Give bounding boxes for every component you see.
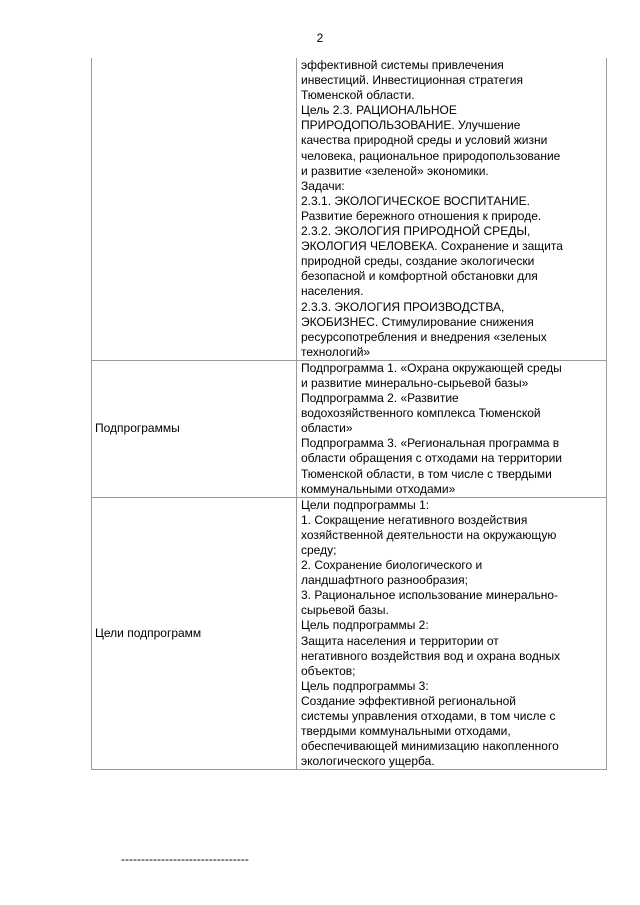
- content-line: твердыми коммунальными отходами,: [301, 724, 511, 739]
- content-line: коммунальными отходами»: [301, 481, 456, 496]
- content-line: сырьевой базы.: [301, 603, 389, 618]
- content-line: и развитие «зеленой» экономики.: [301, 163, 489, 178]
- content-line: качества природной среды и условий жизни: [301, 133, 548, 148]
- content-line: экологического ущерба.: [301, 754, 435, 769]
- content-line: Подпрограмма 3. «Региональная программа в: [301, 436, 560, 451]
- content-line: технологий»: [301, 344, 371, 359]
- content-line: негативного воздействия вод и охрана водных: [301, 648, 561, 663]
- page-number: 2: [316, 31, 324, 45]
- content-line: ресурсопотребления и внедрения «зеленых: [301, 329, 547, 344]
- content-line: Тюменской области, в том числе с твердыми: [301, 466, 552, 481]
- content-line: 3. Рациональное использование минерально-: [301, 588, 559, 603]
- content-line: населения.: [301, 284, 364, 299]
- content-line: природной среды, создание экологически: [301, 254, 535, 269]
- content-line: хозяйственной деятельности на окружающую: [301, 527, 557, 542]
- content-line: и развитие минерально-сырьевой базы»: [301, 375, 529, 390]
- content-line: Цель подпрограммы 3:: [301, 678, 429, 693]
- content-line: Подпрограмма 1. «Охрана окружающей среды: [301, 360, 562, 375]
- content-line: 2. Сохранение биологического и: [301, 558, 483, 573]
- content-line: водохозяйственного комплекса Тюменской: [301, 406, 541, 421]
- content-line: 2.3.3. ЭКОЛОГИЯ ПРОИЗВОДСТВА,: [301, 299, 505, 314]
- row-content: [297, 360, 607, 497]
- passport-table: [91, 58, 607, 770]
- row-content: [297, 497, 607, 770]
- content-line: инвестиций. Инвестиционная стратегия: [301, 73, 523, 88]
- content-line: человека, рациональное природопользование: [301, 148, 561, 163]
- content-line: Подпрограмма 2. «Развитие: [301, 391, 459, 406]
- footnote-separator: --------------------------------: [121, 852, 249, 866]
- content-line: Создание эффективной региональной: [301, 693, 516, 708]
- row-label: Цели подпрограмм: [92, 497, 297, 770]
- content-line: ПРИРОДОПОЛЬЗОВАНИЕ. Улучшение: [301, 118, 521, 133]
- content-line: объектов;: [301, 663, 356, 678]
- content-line: эффективной системы привлечения: [301, 58, 504, 72]
- content-line: области обращения с отходами на территории: [301, 451, 562, 466]
- table-row-subprograms: [92, 360, 607, 497]
- content-line: Цели подпрограммы 1:: [301, 497, 430, 512]
- table-row-continuation: [92, 58, 607, 360]
- content-line: ЭКОБИЗНЕС. Стимулирование снижения: [301, 314, 534, 329]
- content-line: безопасной и комфортной обстановки для: [301, 269, 538, 284]
- content-line: ЭКОЛОГИЯ ЧЕЛОВЕКА. Сохранение и защита: [301, 239, 563, 254]
- content-line: среду;: [301, 543, 337, 557]
- content-line: Тюменской области.: [301, 88, 415, 103]
- content-line: 2.3.2. ЭКОЛОГИЯ ПРИРОДНОЙ СРЕДЫ,: [301, 224, 531, 239]
- content-line: 2.3.1. ЭКОЛОГИЧЕСКОЕ ВОСПИТАНИЕ.: [301, 193, 530, 208]
- content-line: обеспечивающей минимизацию накопленного: [301, 739, 559, 754]
- content-line: Задачи:: [301, 178, 345, 193]
- content-line: Цель подпрограммы 2:: [301, 618, 429, 633]
- content-line: Цель 2.3. РАЦИОНАЛЬНОЕ: [301, 103, 457, 118]
- table-row-subprogram-goals: [92, 497, 607, 770]
- content-line: области»: [301, 421, 353, 436]
- content-line: системы управления отходами, в том числе с: [301, 709, 556, 724]
- content-line: ландшафтного разнообразия;: [301, 573, 468, 588]
- content-line: 1. Сокращение негативного воздействия: [301, 512, 528, 527]
- content-line: Защита населения и территории от: [301, 633, 499, 648]
- row-content: [297, 58, 607, 360]
- row-label: Подпрограммы: [92, 360, 297, 497]
- content-line: Развитие бережного отношения к природе.: [301, 208, 542, 223]
- row-label: [92, 58, 297, 360]
